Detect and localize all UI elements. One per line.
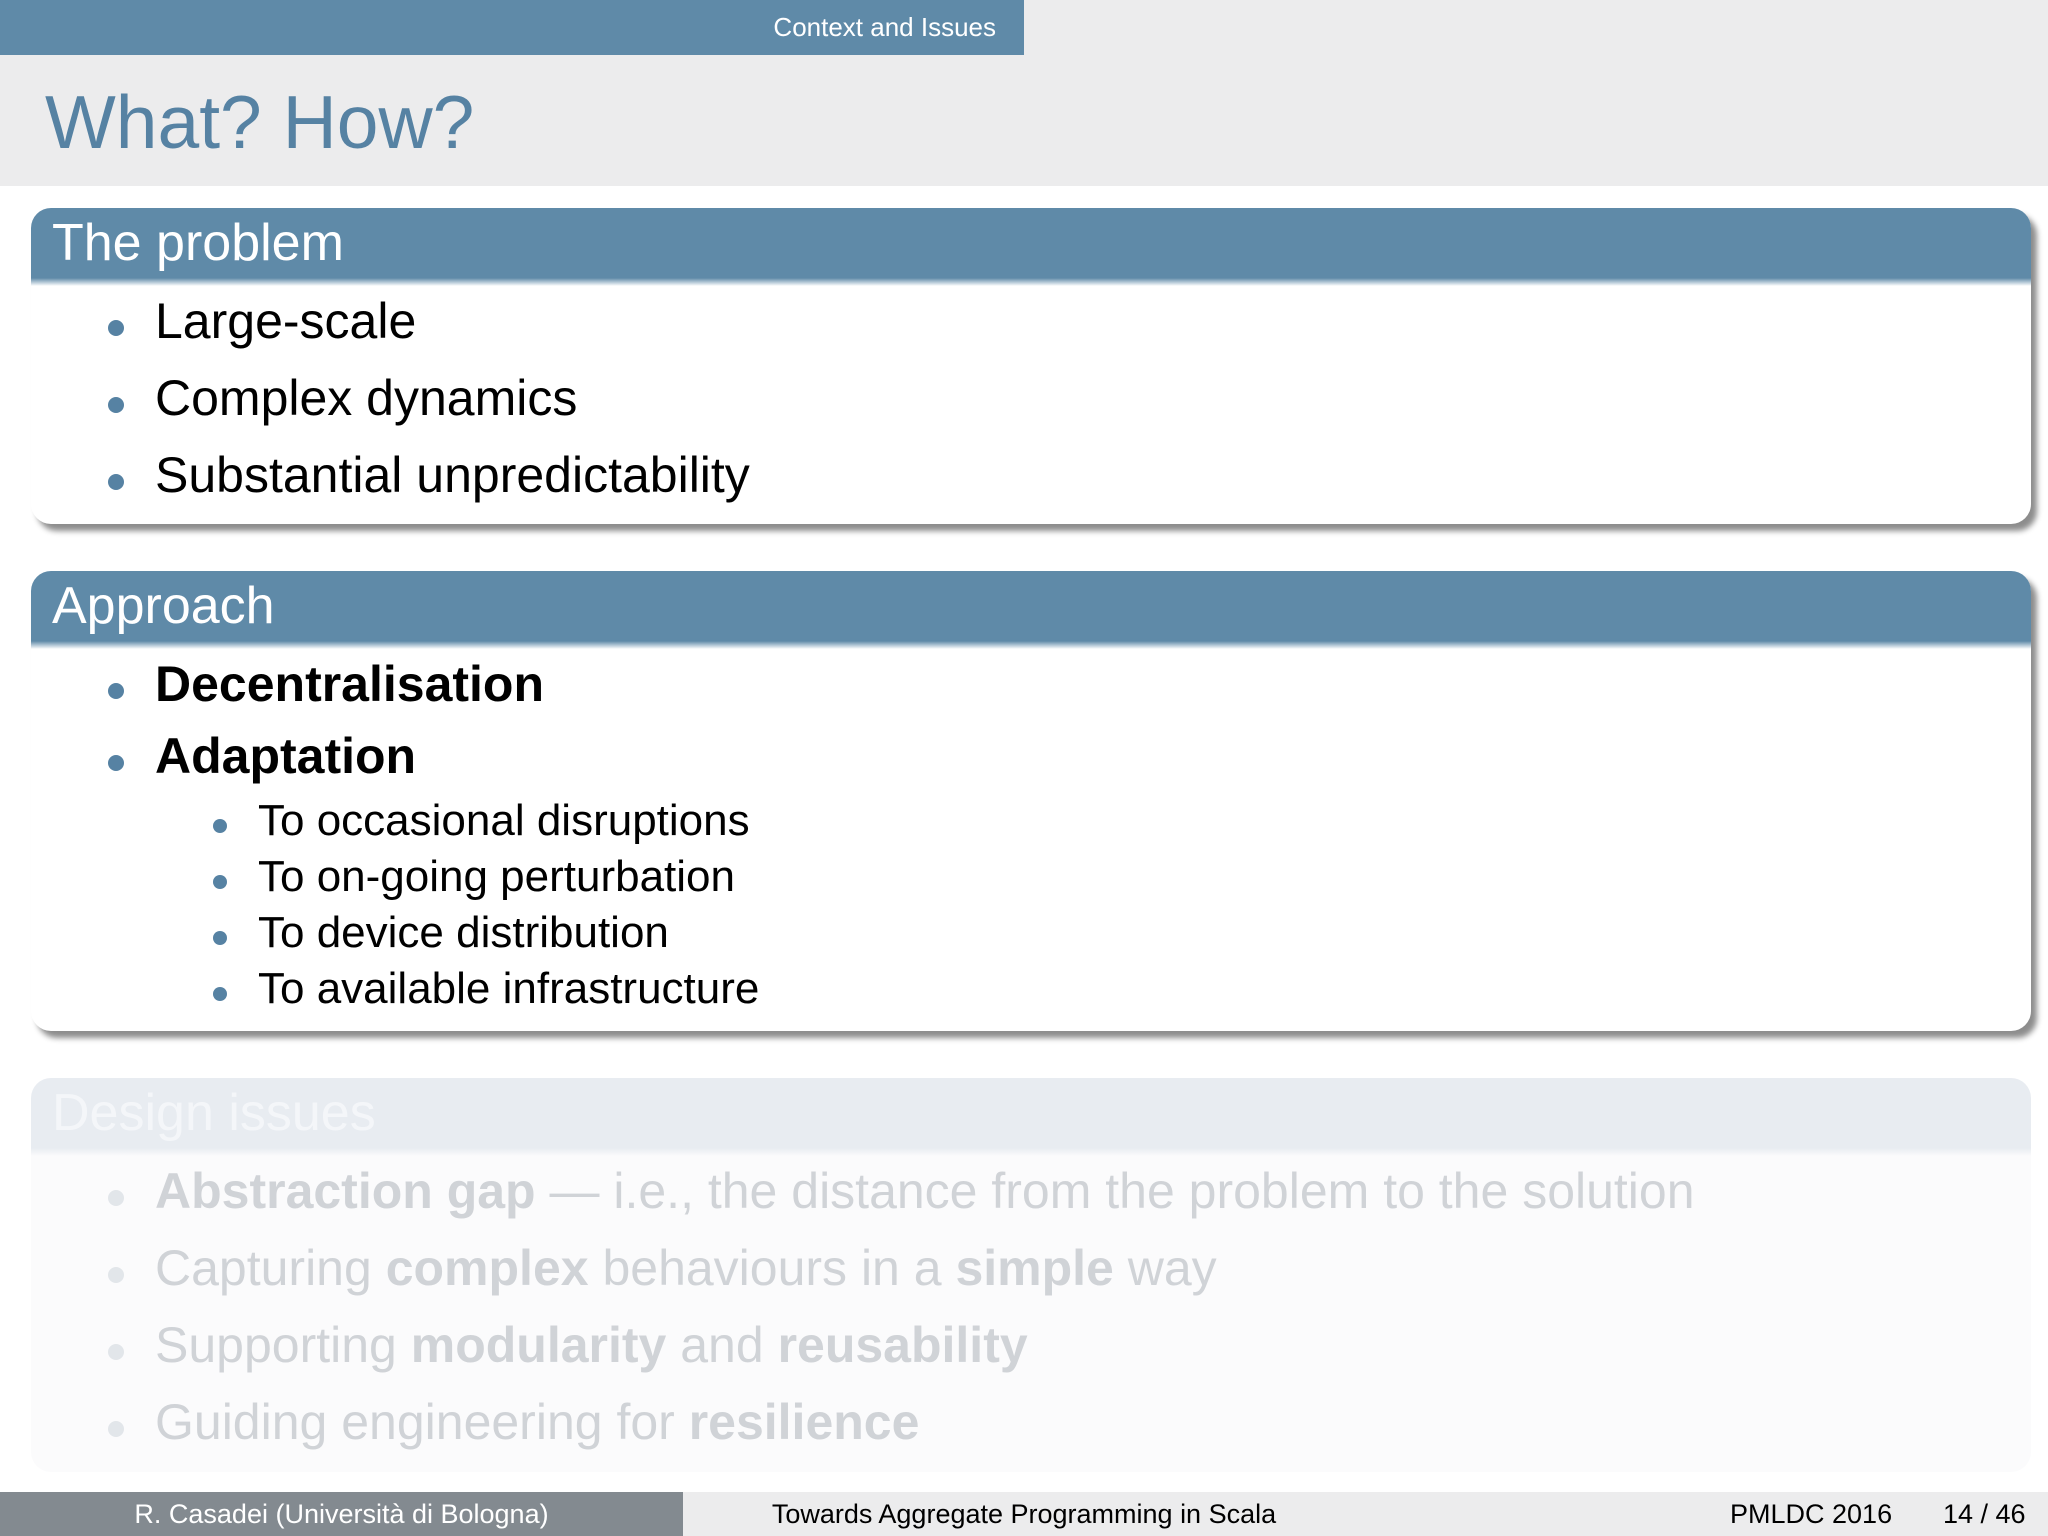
emphasis-text: simple [955, 1240, 1114, 1296]
section-navigation-bar [0, 0, 2048, 55]
problem-item-text: Complex dynamics [155, 370, 578, 426]
bullet-icon [108, 397, 124, 413]
frame-title-bar [0, 55, 2048, 186]
design-issue-text [155, 1239, 1217, 1297]
sub-list-item [31, 956, 2031, 1012]
sub-list-item [31, 788, 2031, 844]
plain-text: and [666, 1317, 778, 1373]
bullet-icon [108, 1421, 124, 1437]
design-issue-text [155, 1393, 919, 1451]
bullet-icon [213, 987, 227, 1001]
list-item [31, 1302, 2031, 1382]
design-issues-block-title: Design issues [31, 1078, 2031, 1148]
approach-subitem-text: To available infrastructure [258, 964, 760, 1013]
approach-subitem-text: To on-going perturbation [258, 852, 735, 901]
bullet-icon [108, 1344, 124, 1360]
approach-block [31, 571, 2031, 1031]
bullet-icon [108, 755, 124, 771]
plain-text: Capturing [155, 1240, 386, 1296]
emphasis-text: modularity [410, 1317, 667, 1373]
emphasis-text: Abstraction gap [155, 1163, 536, 1219]
current-section-label[interactable]: Context and Issues [0, 0, 1024, 55]
bullet-icon [108, 320, 124, 336]
plain-text: behaviours in a [588, 1240, 956, 1296]
list-item [31, 1148, 2031, 1228]
bullet-icon [108, 474, 124, 490]
approach-subitem-text: To occasional disruptions [258, 796, 750, 845]
footer-conference: PMLDC 2016 [1730, 1499, 1893, 1529]
footer-talk-title: Towards Aggregate Programming in Scala [683, 1492, 1365, 1536]
footer-author: R. Casadei (Università di Bologna) [0, 1492, 683, 1536]
bullet-icon [213, 819, 227, 833]
problem-item-text: Large-scale [155, 293, 417, 349]
bullet-icon [213, 931, 227, 945]
plain-text: Supporting [155, 1317, 411, 1373]
approach-block-title: Approach [31, 571, 2031, 641]
footer-right [1365, 1492, 2048, 1536]
list-item [31, 1379, 2031, 1459]
bullet-icon [213, 875, 227, 889]
approach-item-text: Decentralisation [155, 656, 545, 712]
list-item [31, 1225, 2031, 1305]
problem-block [31, 208, 2031, 524]
list-item [31, 641, 2031, 713]
emphasis-text: reusability [777, 1317, 1028, 1373]
design-issues-block [31, 1078, 2031, 1472]
slide-footer [0, 1492, 2048, 1536]
bullet-icon [108, 683, 124, 699]
list-item [31, 713, 2031, 785]
sub-list-item [31, 900, 2031, 956]
page-number: 14 / 46 [1943, 1499, 2026, 1529]
bullet-icon [108, 1267, 124, 1283]
design-issue-text [155, 1316, 1028, 1374]
problem-item-text: Substantial unpredictability [155, 447, 750, 503]
emphasis-text: complex [385, 1240, 589, 1296]
frame-title: What? How? [45, 80, 475, 164]
bullet-icon [108, 1190, 124, 1206]
list-item [31, 432, 2031, 512]
list-item [31, 278, 2031, 358]
approach-item-text: Adaptation [155, 728, 417, 784]
approach-subitem-text: To device distribution [258, 908, 669, 957]
sub-list-item [31, 844, 2031, 900]
plain-text: way [1113, 1240, 1217, 1296]
emphasis-text: resilience [688, 1394, 920, 1450]
design-issue-text [155, 1162, 1695, 1220]
plain-text: — i.e., the distance from the problem to the solution [535, 1163, 1695, 1219]
problem-block-title: The problem [31, 208, 2031, 278]
list-item [31, 355, 2031, 435]
plain-text: Guiding engineering for [155, 1394, 689, 1450]
